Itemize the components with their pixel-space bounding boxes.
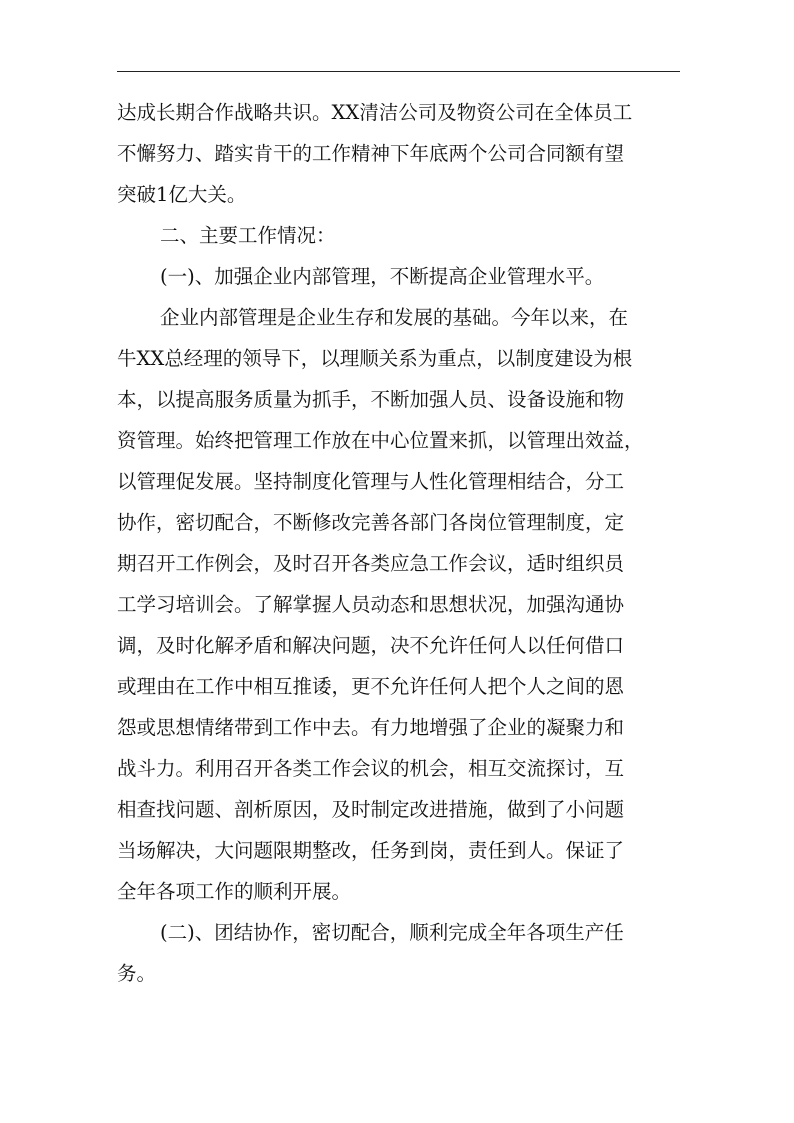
text-line-19: 当场解决，大问题限期整改，任务到岗，责任到人。保证了 <box>117 839 625 862</box>
subsection-heading-2: (二)、团结协作，密切配合，顺利完成全年各项生产任 <box>160 921 624 944</box>
text-line-22: 务。 <box>117 962 157 985</box>
text-line-3: 突破1亿大关。 <box>117 183 247 206</box>
section-heading-main-work: 二、主要工作情况： <box>160 224 336 247</box>
document-body <box>117 92 680 994</box>
text-line-14: 调，及时化解矛盾和解决问题，决不允许任何人以任何借口 <box>117 634 625 657</box>
text-line-11: 协作，密切配合，不断修改完善各部门各岗位管理制度，定 <box>117 511 625 534</box>
text-line-10: 以管理促发展。坚持制度化管理与人性化管理相结合，分工 <box>117 470 625 493</box>
text-line-17: 战斗力。利用召开各类工作会议的机会，相互交流探讨，互 <box>117 757 625 780</box>
text-line-9: 资管理。始终把管理工作放在中心位置来抓，以管理出效益， <box>117 429 644 452</box>
paragraph-start-line: 企业内部管理是企业生存和发展的基础。今年以来，在 <box>160 306 629 329</box>
subsection-heading-1: (一)、加强企业内部管理，不断提高企业管理水平。 <box>160 265 605 288</box>
text-line-13: 工学习培训会。了解掌握人员动态和思想状况，加强沟通协 <box>117 593 625 616</box>
text-line-15: 或理由在工作中相互推诿，更不允许任何人把个人之间的恩 <box>117 675 625 698</box>
header-rule <box>117 71 680 72</box>
text-line-8: 本，以提高服务质量为抓手，不断加强人员、设备设施和物 <box>117 388 625 411</box>
text-line-16: 怨或思想情绪带到工作中去。有力地增强了企业的凝聚力和 <box>117 716 625 739</box>
text-line-12: 期召开工作例会，及时召开各类应急工作会议，适时组织员 <box>117 552 625 575</box>
text-line-1: 达成长期合作战略共识。XX清洁公司及物资公司在全体员工 <box>117 101 633 124</box>
text-line-18: 相查找问题、剖析原因，及时制定改进措施，做到了小问题 <box>117 798 625 821</box>
text-line-7: 牛XX总经理的领导下，以理顺关系为重点，以制度建设为根 <box>117 347 633 370</box>
text-line-20: 全年各项工作的顺利开展。 <box>117 880 352 903</box>
text-line-2: 不懈努力、踏实肯干的工作精神下年底两个公司合同额有望 <box>117 142 625 165</box>
